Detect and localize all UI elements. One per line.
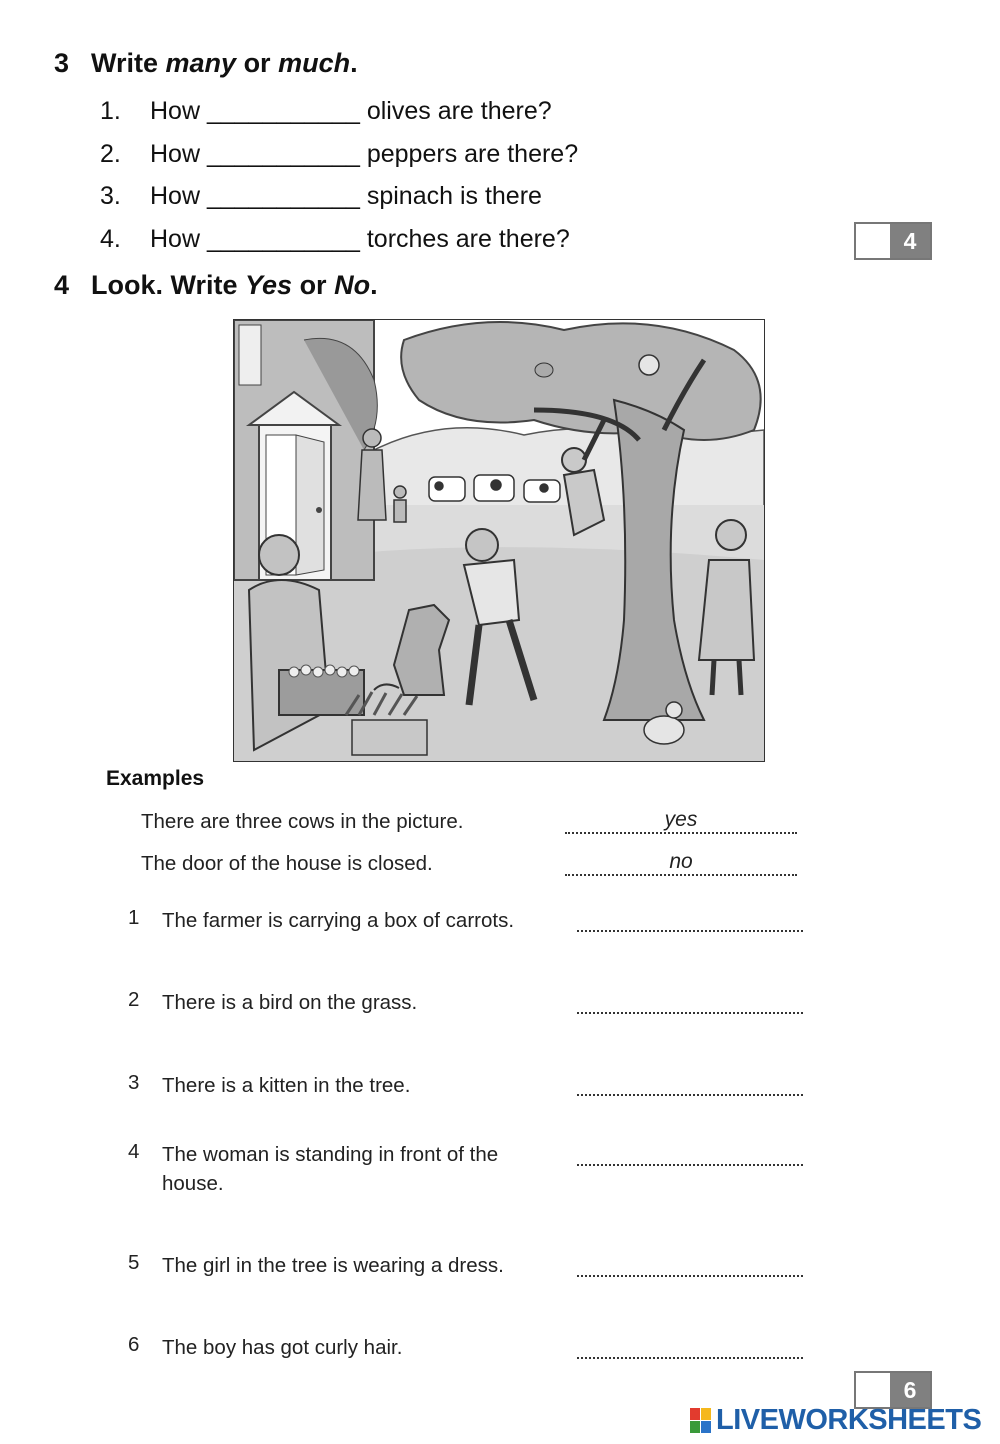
- title-text: Look. Write: [91, 270, 246, 300]
- title-emphasis: Yes: [245, 270, 293, 300]
- question-text: How ___________ spinach is there: [150, 182, 542, 210]
- question-text: How ___________ olives are there?: [150, 97, 552, 125]
- question-number: 4.: [100, 225, 121, 253]
- question-item: [100, 225, 570, 254]
- statement-text: The girl in the tree is wearing a dress.: [162, 1254, 504, 1277]
- answer-field[interactable]: [577, 1010, 803, 1014]
- scene-drawing: [234, 320, 764, 761]
- example-answer: no: [565, 852, 797, 876]
- answer-field[interactable]: [577, 1092, 803, 1096]
- question-item: [100, 97, 552, 126]
- section-4-number: 4: [54, 270, 70, 300]
- title-text: .: [350, 48, 358, 78]
- title-text: .: [370, 270, 378, 300]
- logo-text: LIVEWORKSHEETS: [716, 1404, 982, 1436]
- statement-number: 4: [128, 1140, 140, 1163]
- example-sentence: There are three cows in the picture.: [141, 810, 464, 833]
- statement-text: The farmer is carrying a box of carrots.: [162, 909, 515, 932]
- answer-field[interactable]: [577, 1162, 803, 1166]
- statement-text: There is a bird on the grass.: [162, 991, 418, 1014]
- question-number: 1.: [100, 97, 121, 125]
- statement-number: 2: [128, 988, 140, 1011]
- title-text: or: [236, 48, 279, 78]
- statement-number: 1: [128, 906, 140, 929]
- farm-scene-illustration: [233, 319, 765, 762]
- question-item: [100, 182, 542, 211]
- title-text: or: [292, 270, 335, 300]
- question-item: [100, 140, 578, 169]
- answer-field[interactable]: [577, 1355, 803, 1359]
- section-3-title: [54, 48, 358, 79]
- section-3-number: 3: [54, 48, 70, 78]
- statement-number: 3: [128, 1071, 140, 1094]
- section-4-title: [54, 270, 378, 301]
- answer-field[interactable]: [577, 928, 803, 932]
- example-sentence: The door of the house is closed.: [141, 852, 433, 875]
- house-drawing: [234, 320, 377, 580]
- question-text: How ___________ torches are there?: [150, 225, 570, 253]
- title-emphasis: many: [165, 48, 237, 78]
- question-number: 3.: [100, 182, 121, 210]
- answer-field[interactable]: [577, 1273, 803, 1277]
- statement-text: The woman is standing in front of the house.: [162, 1143, 499, 1195]
- title-emphasis: much: [278, 48, 351, 78]
- statement-number: 5: [128, 1251, 140, 1274]
- statement-text: The boy has got curly hair.: [162, 1336, 403, 1359]
- examples-title: Examples: [106, 767, 205, 790]
- statement-text: There is a kitten in the tree.: [162, 1074, 411, 1097]
- bird-drawing: [535, 363, 553, 377]
- question-number: 2.: [100, 140, 121, 168]
- score-total: 4: [890, 224, 930, 258]
- statement-number: 6: [128, 1333, 140, 1356]
- title-text: Write: [91, 48, 166, 78]
- question-text: How ___________ peppers are there?: [150, 140, 579, 168]
- title-emphasis: No: [334, 270, 371, 300]
- section-3-score-box[interactable]: [854, 222, 932, 260]
- example-answer: yes: [565, 810, 797, 834]
- score-total: 6: [890, 1373, 930, 1407]
- logo-blocks-icon: [690, 1408, 712, 1434]
